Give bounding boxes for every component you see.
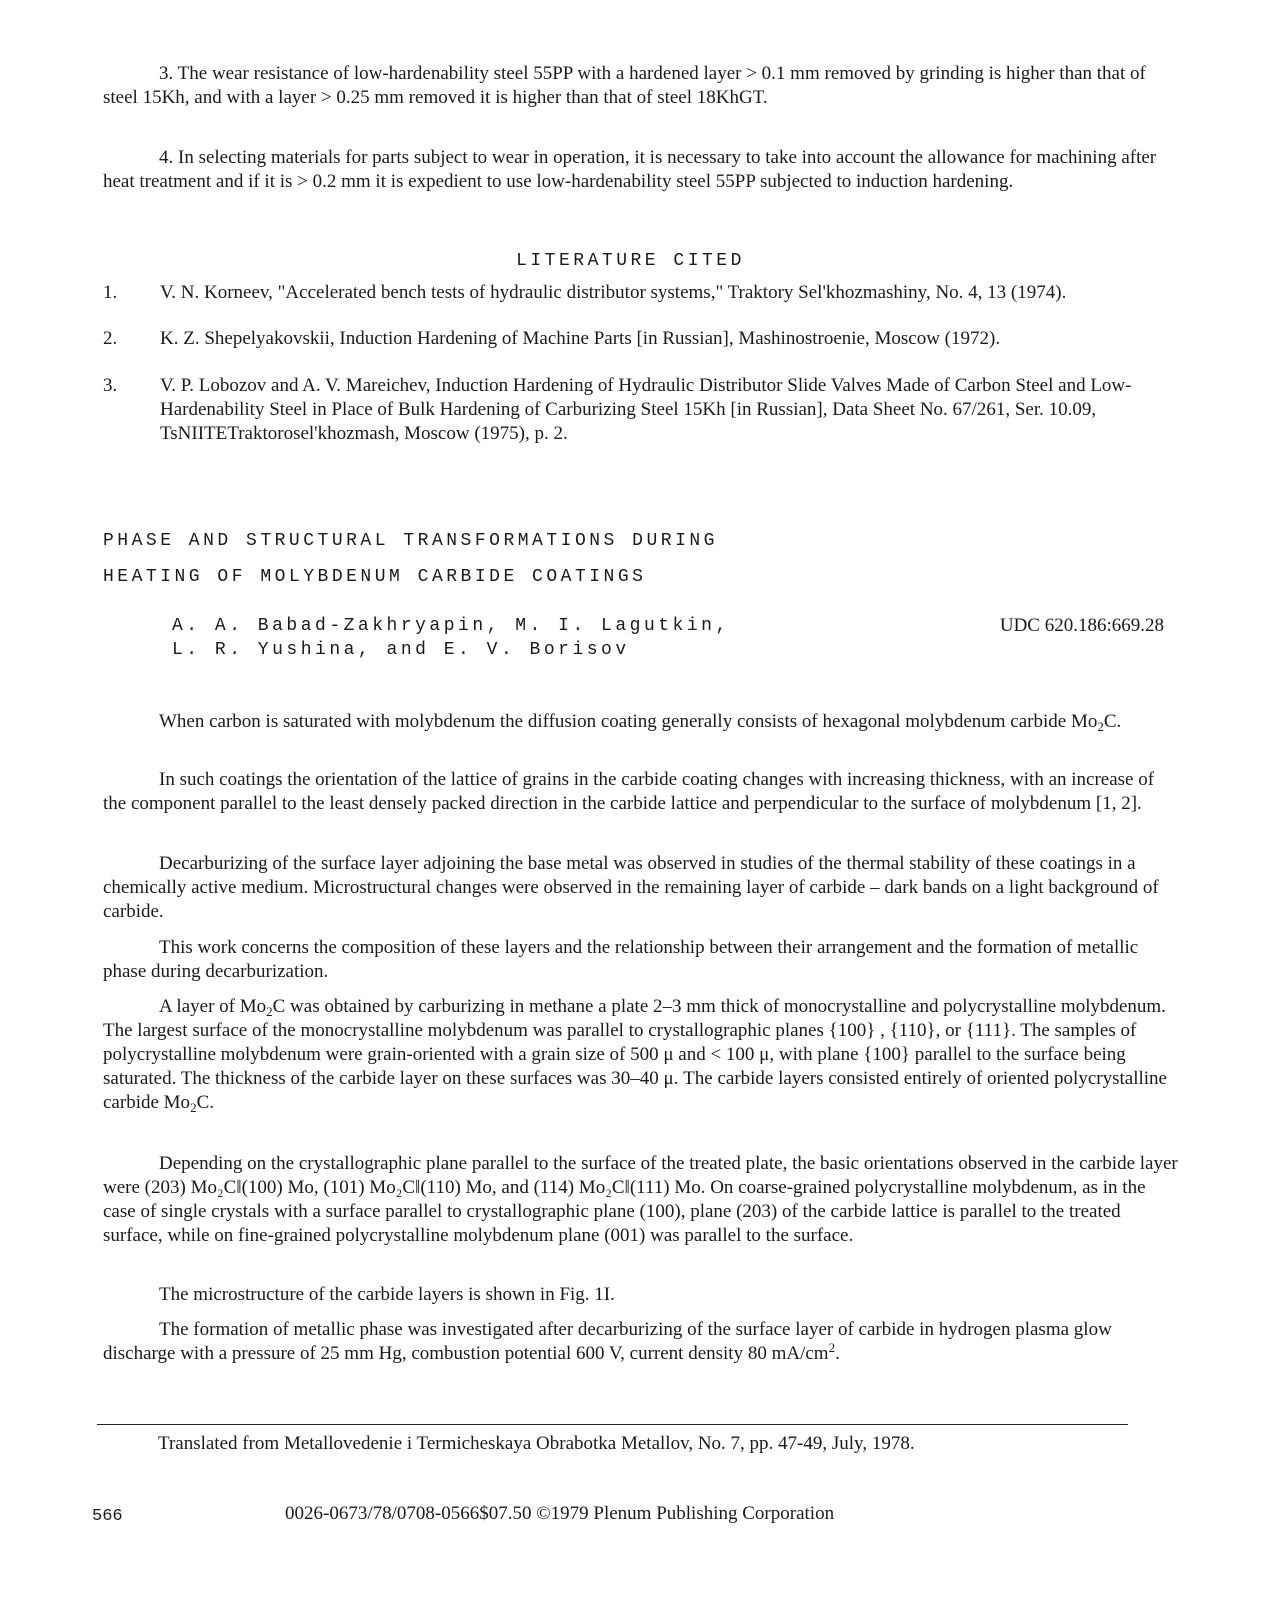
- paragraph-conclusion-4: 4. In selecting materials for parts subject to wear in operation, it is necessary to take into account the allowance for machining after heat treatment and if it is > 0.2 mm it is expedient to use low-hardenability steel 55PP subjected to induction hardening.: [103, 147, 1157, 192]
- body-paragraph-5: A layer of $Mo_2C$ was obtained by carburizing in methane a plate 2–3 mm thick of monocrystalline and polycrystalline molybdenum. The largest surface of the monocrystalline molybdenum was parallel to crystallographic planes {100} , {110}, or {111}. The samples of polycrystalline molybdenum were grain-oriented with a grain size of 500 μ and < 100 μ, with plane {100} parallel to the surface being saturated. The thickness of the carbide layer on these surfaces was 30–40 μ. The carbide layers consisted entirely of oriented polycrystalline carbide $Mo_2C$.: [103, 996, 1167, 1115]
- body-paragraph-7: The microstructure of the carbide layers is shown in Fig. 1I.: [159, 1284, 615, 1305]
- reference-text: K. Z. Shepelyakovskii, Induction Hardening of Machine Parts [in Russian], Mashinostroenie, Moscow (1972).: [160, 328, 1001, 349]
- authors-line-2: L. R. Yushina, and E. V. Borisov: [172, 640, 630, 660]
- reference-number: 3.: [103, 375, 118, 396]
- body-paragraph-1: When carbon is saturated with molybdenum the diffusion coating generally consists of hexagonal molybdenum carbide $Mo_2C$.: [159, 711, 1122, 734]
- page-number: 566: [92, 1507, 123, 1526]
- translation-note: Translated from Metallovedenie i Termicheskaya Obrabotka Metallov, No. 7, pp. 47-49, July, 1978.: [158, 1433, 915, 1454]
- reference-item: [103, 281, 1178, 329]
- body-paragraph-4: This work concerns the composition of these layers and the relationship between their arrangement and the formation of metallic phase during decarburization.: [103, 937, 1139, 982]
- udc-code: UDC 620.186:669.28: [999, 615, 1164, 636]
- reference-number: 1.: [103, 282, 118, 303]
- publisher-line: 0026-0673/78/0708-0566$07.50 ©1979 Plenum Publishing Corporation: [285, 1503, 835, 1524]
- reference-text: V. P. Lobozov and A. V. Mareichev, Induction Hardening of Hydraulic Distributor Slide Valves Made of Carbon Steel and Low-Hardenability Steel in Place of Bulk Hardening of Carburizing Steel 15Kh [in Russian], Data Sheet No. 67/261, Ser. 10.09, TsNIITETraktorosel'khozmash, Moscow (1975), p. 2.: [160, 375, 1132, 444]
- reference-item: [103, 374, 1178, 446]
- reference-text: V. N. Korneev, "Accelerated bench tests of hydraulic distributor systems," Traktory Sel'khozmashiny, No. 4, 13 (1974).: [160, 282, 1067, 303]
- body-paragraph-8: The formation of metallic phase was investigated after decarburizing of the surface layer of carbide in hydrogen plasma glow discharge with a pressure of 25 mm Hg, combustion potential 600 V, current density 80 $mA/cm^2$.: [103, 1319, 1112, 1364]
- footnote-divider: [97, 1424, 1128, 1425]
- authors-line-1: A. A. Babad-Zakhryapin, M. I. Lagutkin,: [172, 616, 730, 636]
- reference-item: [103, 327, 1178, 375]
- reference-number: 2.: [103, 328, 118, 349]
- body-paragraph-3: Decarburizing of the surface layer adjoining the base metal was observed in studies of the thermal stability of these coatings in a chemically active medium. Microstructural changes were observed in the remaining layer of carbide – dark bands on a light background of carbide.: [103, 853, 1159, 922]
- paragraph-conclusion-3: 3. The wear resistance of low-hardenability steel 55PP with a hardened layer > 0.1 mm removed by grinding is higher than that of steel 15Kh, and with a layer > 0.25 mm removed it is higher than that of steel 18KhGT.: [103, 63, 1146, 108]
- body-paragraph-6: Depending on the crystallographic plane parallel to the surface of the treated plate, the basic orientations observed in the carbide layer were (203) Mo₂C‖(100) Mo, (101) Mo₂C‖(110) Mo, and (114) Mo₂C‖(111) Mo. On coarse-grained polycrystalline molybdenum, as in the case of single crystals with a surface parallel to crystallographic plane (100), plane (203) of the carbide lattice is parallel to the treated surface, while on fine-grained polycrystalline molybdenum plane (001) was parallel to the surface.: [103, 1153, 1178, 1246]
- body-paragraph-2: In such coatings the orientation of the lattice of grains in the carbide coating changes with increasing thickness, with an increase of the component parallel to the least densely packed direction in the carbide lattice and perpendicular to the surface of molybdenum [1, 2].: [103, 769, 1155, 814]
- literature-cited-heading: LITERATURE CITED: [516, 251, 745, 271]
- article-title-line-1: PHASE AND STRUCTURAL TRANSFORMATIONS DURING: [103, 531, 718, 551]
- article-title-line-2: HEATING OF MOLYBDENUM CARBIDE COATINGS: [103, 567, 647, 587]
